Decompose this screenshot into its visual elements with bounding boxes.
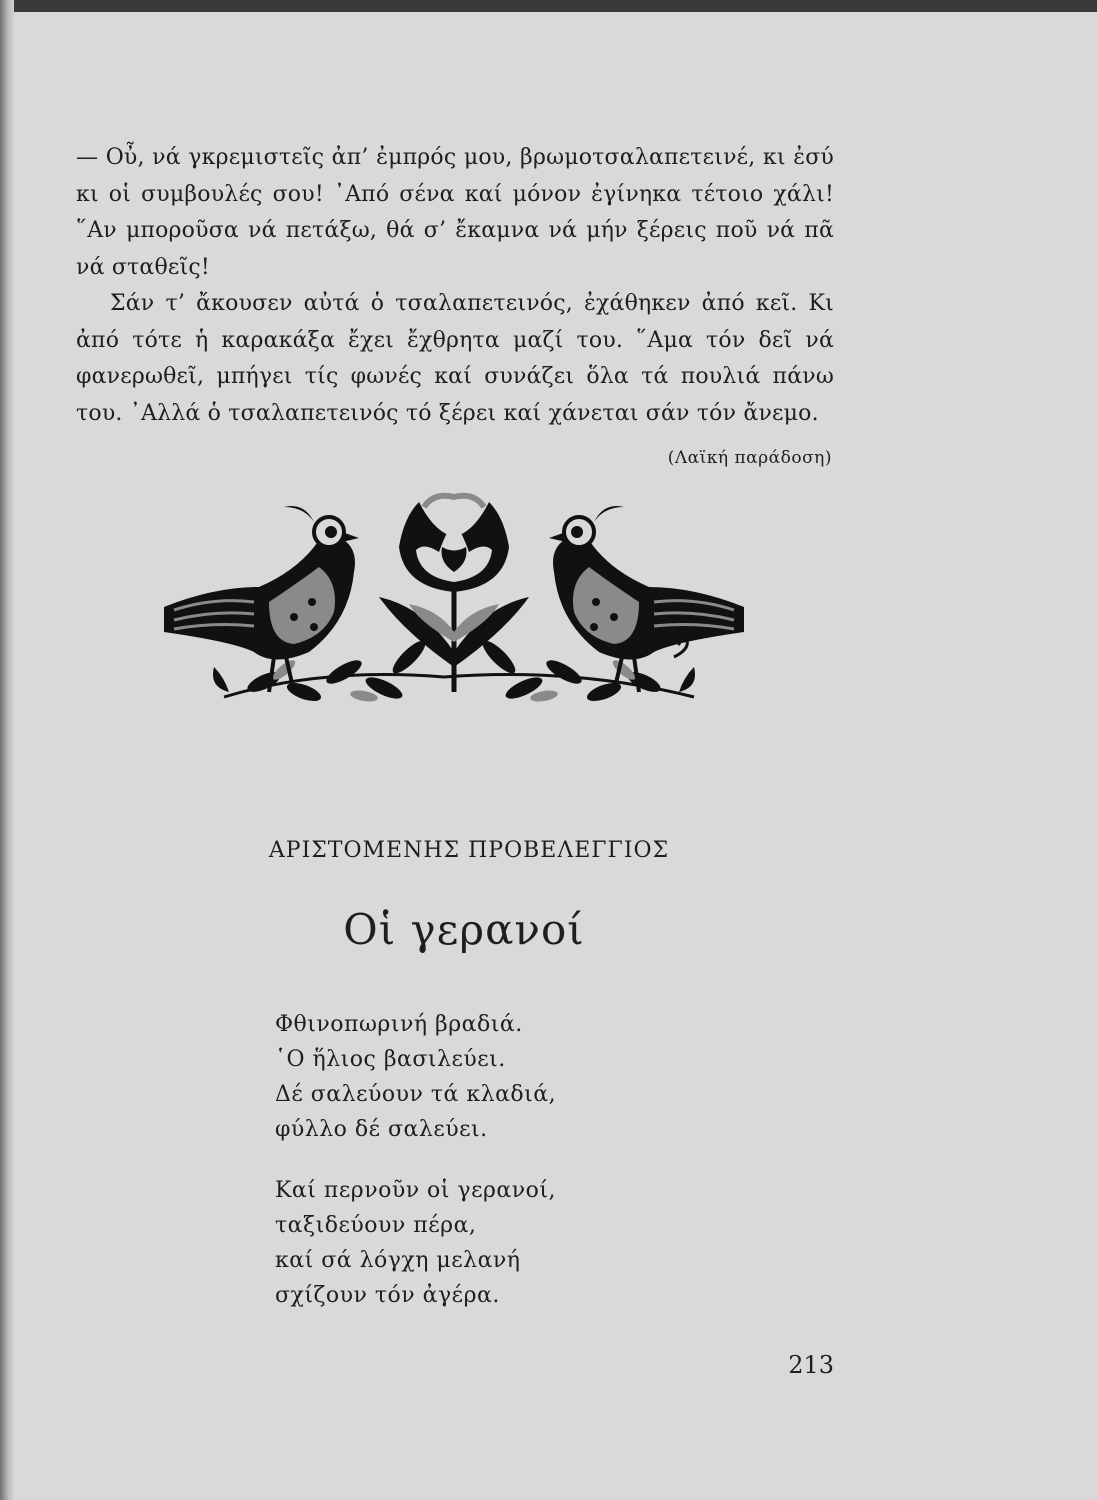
book-spine-edge [0,0,14,1500]
prose-paragraph-2: Σάν τ’ ἄκουσεν αὐτά ὁ τσαλαπετεινός, ἐχάθηκεν ἀπό κεῖ. Κι ἀπό τότε ἡ καρακάξα ἔχει ἔχθρητα μαζί του. ῞Αμα τόν δεῖ νά φανερωθεῖ, μπήγει τίς φωνές καί συνάζει ὅλα τά πουλιά πάνω του. ᾿Αλλά ὁ τσαλαπετεινός τό ξέρει καί χάνεται σάν τόν ἄνεμο. [76,291,834,426]
prose-paragraph-1: — Οὖ, νά γκρεμιστεῖς ἀπ’ ἐμπρός μου, βρωμοτσαλαπετεινέ, κι ἐσύ κι οἱ συμβουλές σου! ᾿Από σένα καί μόνον ἐγίνηκα τέτοιο χάλι! ῞Αν μποροῦσα νά πετάξω, θά σ’ ἔκαμνα νά μήν ξέρεις ποῦ νά πᾶ νά σταθεῖς! [76,145,834,280]
scan-top-edge [0,0,1097,12]
book-page [14,12,1097,1500]
poem-verse: Καί περνοῦν οἱ γερανοί, [275,1178,556,1203]
poem-verse: Φθινοπωρινή βραδιά. [275,1012,523,1037]
poem-stanza-2 [275,1173,675,1313]
poem-verse: σχίζουν τόν ἀγέρα. [275,1283,500,1308]
poem-verse: καί σά λόγχη μελανή [275,1248,521,1273]
poem-body [275,1007,675,1339]
page-number: 213 [788,1351,834,1379]
poem-title: Οἱ γερανοί [343,905,585,954]
prose-text [76,140,834,432]
poem-stanza-1 [275,1007,675,1147]
poem-verse: φύλλο δέ σαλεύει. [275,1117,488,1142]
bird-right-icon [549,506,744,692]
folk-ornament [154,492,754,722]
poem-verse: ῾Ο ἥλιος βασιλεύει. [275,1047,506,1072]
source-attribution: (Λαϊκή παράδοση) [667,448,832,468]
bird-left-icon [164,506,359,692]
poem-author: ΑΡΙΣΤΟΜΕΝΗΣ ΠΡΟΒΕΛΕΓΓΙΟΣ [268,838,670,863]
poem-verse: ταξιδεύουν πέρα, [275,1213,477,1238]
poem-verse: Δέ σαλεύουν τά κλαδιά, [275,1082,557,1107]
